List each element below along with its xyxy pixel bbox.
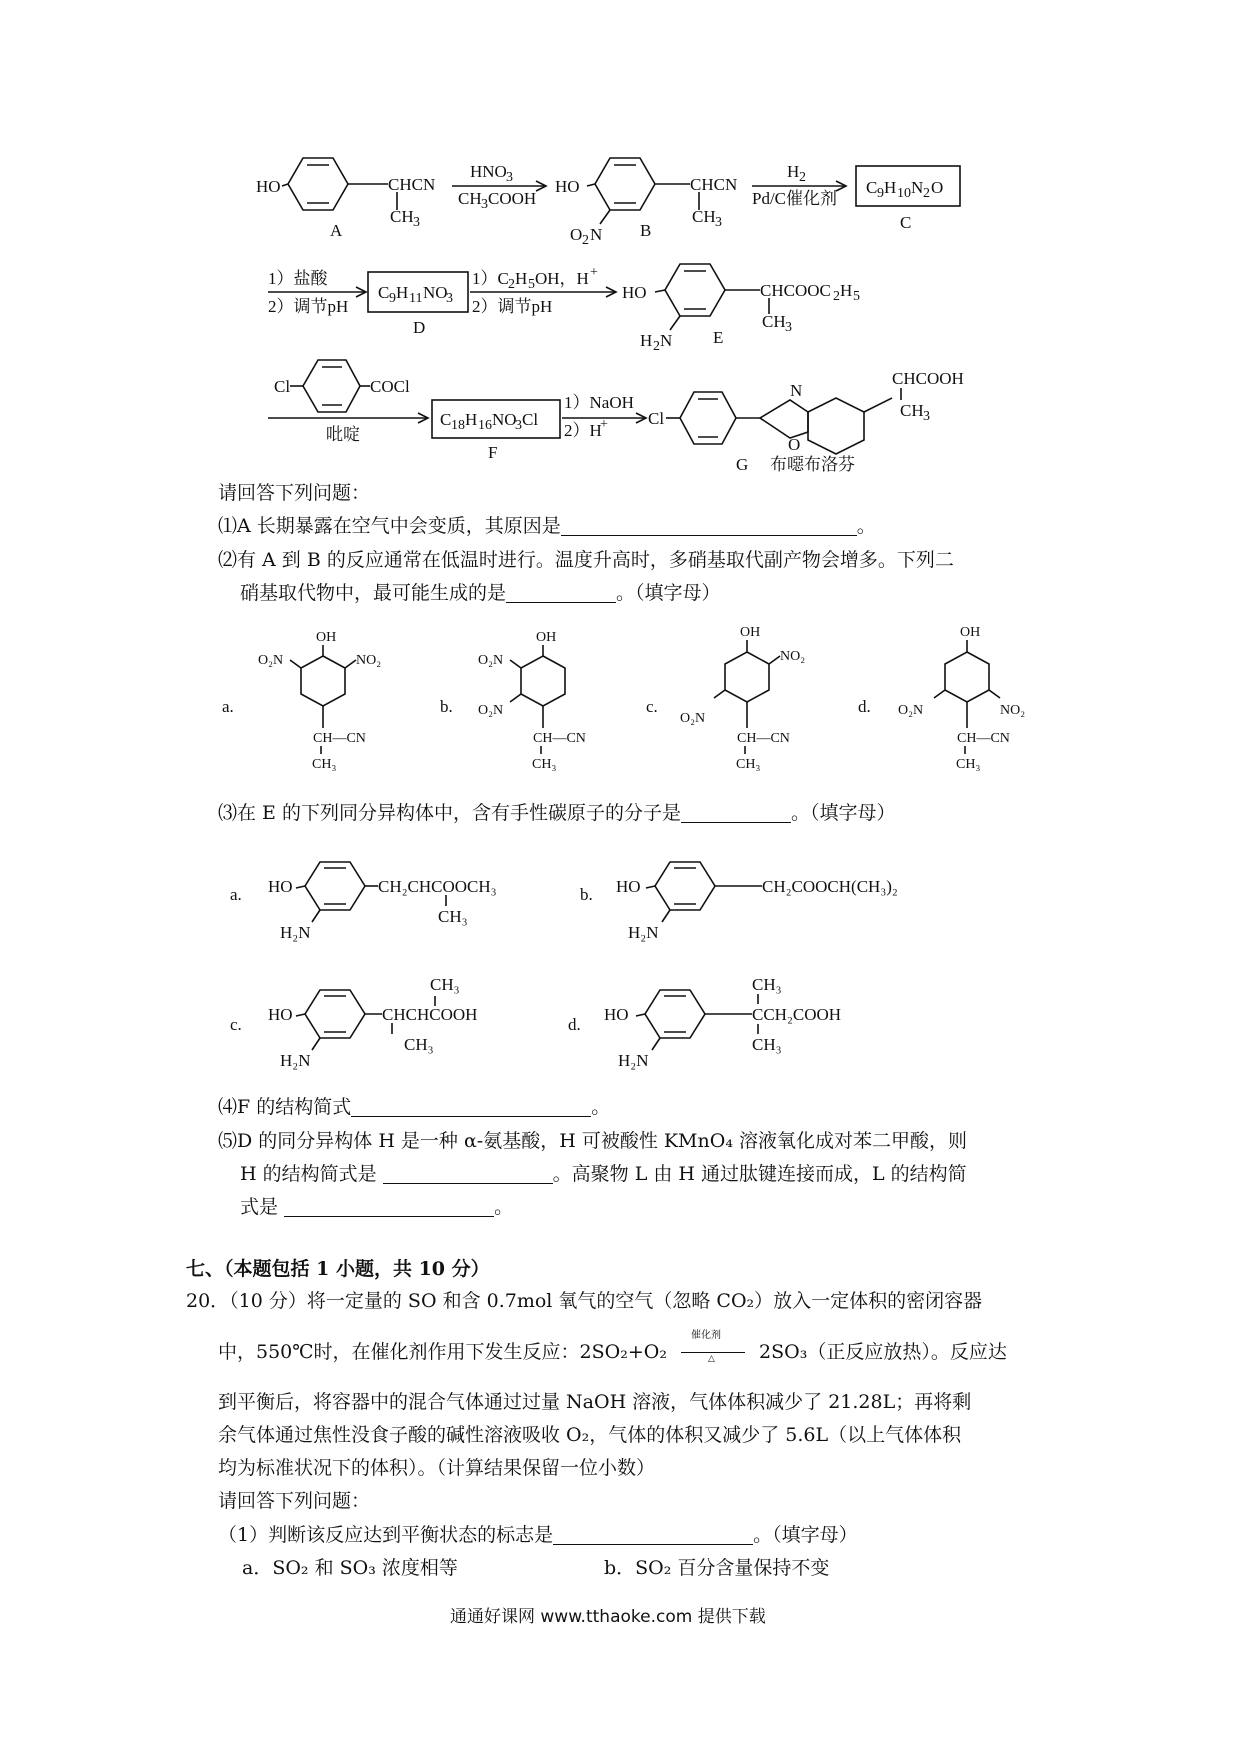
option-a: a．SO₂ 和 SO₃ 浓度相等 (242, 1557, 458, 1579)
answer-blank-5b[interactable] (284, 1198, 494, 1217)
svg-text:CH₃: CH₃ (956, 757, 981, 772)
svg-text:HO: HO (622, 283, 647, 302)
svg-text:CH: CH (458, 189, 482, 208)
svg-text:d.: d. (568, 1015, 581, 1034)
svg-text:COOH: COOH (488, 189, 537, 208)
svg-text:2）调节pH: 2）调节pH (472, 297, 553, 316)
answer-blank-1[interactable] (561, 517, 857, 536)
q3-option-b (616, 862, 898, 942)
section-7-heading: 七、（本题包括 1 小题，共 10 分） (186, 1258, 490, 1280)
svg-text:1）C: 1）C (472, 269, 509, 288)
svg-text:HO: HO (616, 877, 641, 896)
answer-blank-20-1[interactable] (553, 1526, 753, 1545)
svg-text:5: 5 (853, 289, 860, 304)
svg-text:2: 2 (833, 289, 840, 304)
svg-text:NO₂: NO₂ (356, 653, 382, 668)
svg-text:3: 3 (506, 170, 513, 185)
svg-text:OH: OH (536, 630, 557, 645)
svg-text:2: 2 (653, 339, 660, 354)
svg-text:NO: NO (492, 410, 517, 429)
svg-text:3: 3 (481, 197, 488, 212)
svg-text:H: H (884, 178, 897, 197)
svg-text:OH，H: OH，H (535, 269, 589, 288)
svg-text:HO: HO (555, 177, 580, 196)
label-B: B (640, 221, 652, 240)
problem-20-line4: 余气体通过焦性没食子酸的碱性溶液吸收 O₂，气体的体积又减少了 5.6L（以上气体体积 (218, 1424, 962, 1446)
svg-text:Cl: Cl (274, 377, 291, 396)
q3-structures (0, 840, 1240, 1070)
label-D: D (413, 318, 426, 337)
label-F: F (488, 443, 498, 462)
svg-text:CHCOOH: CHCOOH (892, 369, 964, 388)
svg-text:+: + (590, 265, 598, 280)
svg-text:H₂N: H₂N (280, 1051, 311, 1070)
svg-text:a.: a. (230, 885, 242, 904)
svg-text:CH: CH (390, 207, 414, 226)
question-1: ⑴A 长期暴露在空气中会变质，其原因是 。 (218, 515, 876, 537)
svg-text:OH: OH (740, 625, 761, 640)
svg-text:CH₃: CH₃ (438, 907, 468, 926)
svg-text:3: 3 (923, 409, 930, 424)
svg-text:CH₂COOCH(CH₃)₂: CH₂COOCH(CH₃)₂ (762, 877, 898, 896)
svg-text:b.: b. (440, 697, 453, 716)
svg-text:2: 2 (582, 233, 589, 248)
svg-text:H: H (465, 410, 478, 429)
compound-E (622, 264, 860, 354)
p-chlorobenzoyl-chloride (274, 360, 410, 412)
svg-text:O₂N: O₂N (478, 653, 504, 668)
problem-20-q1: （1）判断该反应达到平衡状态的标志是 。（填字母） (218, 1524, 858, 1546)
label-E: E (713, 328, 724, 347)
svg-text:C: C (866, 178, 878, 197)
svg-text:b.: b. (580, 885, 593, 904)
svg-text:CH₃: CH₃ (404, 1035, 434, 1054)
q2-option-d (898, 625, 1025, 772)
svg-text:CH₃: CH₃ (752, 975, 782, 994)
svg-text:1）NaOH: 1）NaOH (564, 393, 634, 412)
answer-blank-4[interactable] (351, 1098, 591, 1117)
svg-text:Pd/C催化剂: Pd/C催化剂 (752, 189, 838, 208)
svg-text:O₂N: O₂N (898, 703, 924, 718)
svg-text:c.: c. (230, 1015, 242, 1034)
question-3: ⑶在 E 的下列同分异构体中，含有手性碳原子的分子是 。（填字母） (218, 802, 896, 824)
svg-text:N: N (590, 225, 603, 244)
svg-text:CHCOOC: CHCOOC (760, 281, 831, 300)
svg-text:+: + (600, 417, 608, 432)
svg-text:CH₃: CH₃ (312, 757, 337, 772)
svg-text:O: O (570, 225, 583, 244)
compound-B (555, 158, 737, 248)
q2-option-a (258, 630, 381, 772)
svg-text:O₂N: O₂N (258, 653, 284, 668)
svg-text:NO₂: NO₂ (1000, 703, 1026, 718)
svg-text:HO: HO (604, 1005, 629, 1024)
question-2-line1: ⑵有 A 到 B 的反应通常在低温时进行。温度升高时，多硝基取代副产物会增多。下列二 (218, 549, 954, 571)
synthesis-scheme (0, 0, 1240, 480)
problem-20-line2: 中，550℃时，在催化剂作用下发生反应：2SO₂+O₂ 催化剂 △ 2SO₃（正反应放热）。反应达 (218, 1330, 1007, 1364)
svg-text:2）调节pH: 2）调节pH (268, 297, 349, 316)
answer-blank-5a[interactable] (383, 1165, 553, 1184)
svg-text:3: 3 (515, 418, 522, 433)
answer-blank-3[interactable] (681, 804, 791, 823)
svg-text:OH: OH (960, 625, 981, 640)
svg-text:H: H (396, 283, 409, 302)
svg-text:2: 2 (508, 277, 515, 292)
question-5-line3: 式是 。 (240, 1196, 514, 1218)
svg-text:O₂N: O₂N (478, 703, 504, 718)
svg-text:2）H: 2）H (564, 421, 602, 440)
svg-text:16: 16 (478, 418, 492, 433)
questions-intro: 请回答下列问题： (218, 482, 371, 504)
svg-text:a.: a. (222, 697, 234, 716)
svg-text:CH—CN: CH—CN (533, 731, 586, 746)
svg-text:吡啶: 吡啶 (326, 425, 360, 444)
svg-text:H₂N: H₂N (280, 923, 311, 942)
svg-text:2: 2 (799, 170, 806, 185)
svg-text:H: H (515, 269, 528, 288)
q3-option-d (604, 975, 841, 1070)
svg-text:HO: HO (268, 1005, 293, 1024)
svg-text:CHCHCOOH: CHCHCOOH (382, 1005, 478, 1024)
svg-text:CH—CN: CH—CN (957, 731, 1010, 746)
svg-text:CHCN: CHCN (388, 175, 436, 194)
svg-text:CH₃: CH₃ (752, 1035, 782, 1054)
svg-text:COCl: COCl (370, 377, 410, 396)
label-A: A (330, 221, 343, 240)
svg-text:3: 3 (715, 215, 722, 230)
q3-option-c (268, 975, 477, 1070)
svg-text:2: 2 (923, 186, 930, 201)
svg-text:CCH₂COOH: CCH₂COOH (752, 1005, 842, 1024)
svg-text:N: N (660, 331, 673, 350)
svg-text:c.: c. (646, 697, 658, 716)
answer-blank-2[interactable] (506, 584, 616, 603)
svg-text:9: 9 (877, 186, 884, 201)
svg-text:9: 9 (389, 291, 396, 306)
svg-text:N: N (911, 178, 924, 197)
question-2-line2: 硝基取代物中，最可能生成的是 。（填字母） (240, 582, 721, 604)
svg-text:CH: CH (692, 207, 716, 226)
svg-text:C: C (440, 410, 452, 429)
question-4: ⑷F 的结构简式 。 (218, 1096, 611, 1118)
svg-text:HNO: HNO (470, 162, 507, 181)
svg-text:N: N (790, 381, 803, 400)
svg-text:NO: NO (423, 283, 448, 302)
label-C: C (900, 213, 912, 232)
compound-A (256, 158, 435, 240)
svg-text:CH₂CHCOOCH₃: CH₂CHCOOCH₃ (378, 877, 497, 896)
q2-option-b (478, 630, 586, 772)
compound-G (648, 369, 964, 474)
svg-text:3: 3 (785, 320, 792, 335)
svg-text:H₂N: H₂N (628, 923, 659, 942)
svg-text:H: H (640, 331, 653, 350)
svg-text:O: O (788, 435, 801, 454)
svg-text:O: O (931, 178, 944, 197)
svg-text:3: 3 (446, 291, 453, 306)
svg-text:H₂N: H₂N (618, 1051, 649, 1070)
q2-option-c (680, 625, 805, 772)
q3-option-a (268, 862, 497, 942)
reaction-arrow: 催化剂 △ (681, 1343, 745, 1363)
svg-text:H: H (787, 162, 800, 181)
section-7-intro: 请回答下列问题： (218, 1490, 371, 1512)
svg-text:NO₂: NO₂ (780, 649, 806, 664)
svg-text:CH—CN: CH—CN (313, 731, 366, 746)
svg-text:O₂N: O₂N (680, 711, 706, 726)
svg-text:C: C (378, 283, 390, 302)
svg-text:3: 3 (413, 215, 420, 230)
problem-20-line3: 到平衡后，将容器中的混合气体通过过量 NaOH 溶液，气体体积减少了 21.28L；再将剩 (218, 1391, 972, 1413)
option-b: b．SO₂ 百分含量保持不变 (604, 1557, 830, 1579)
q2-structures (0, 615, 1240, 795)
svg-text:Cl: Cl (522, 410, 539, 429)
svg-text:d.: d. (858, 697, 871, 716)
svg-text:10: 10 (897, 186, 911, 201)
svg-text:HO: HO (268, 877, 293, 896)
svg-text:CH: CH (900, 401, 924, 420)
svg-text:OH: OH (316, 630, 337, 645)
svg-text:CH—CN: CH—CN (737, 731, 790, 746)
svg-text:CH₃: CH₃ (532, 757, 557, 772)
svg-text:1）盐酸: 1）盐酸 (268, 269, 328, 288)
svg-text:11: 11 (409, 291, 423, 306)
footer-text: 通通好课网 www.tthaoke.com 提供下载 (450, 1607, 766, 1627)
svg-text:H: H (840, 281, 853, 300)
question-5-line1: ⑸D 的同分异构体 H 是一种 α-氨基酸，H 可被酸性 KMnO₄ 溶液氧化成对苯二甲酸，则 (218, 1130, 967, 1152)
svg-text:CH: CH (762, 312, 786, 331)
label-G: G (736, 455, 749, 474)
svg-text:HO: HO (256, 177, 281, 196)
G-name: 布噁布洛芬 (770, 455, 855, 474)
problem-20-line1: 20．（10 分）将一定量的 SO 和含 0.7mol 氧气的空气（忽略 CO₂）放入一定体积的密闭容器 (186, 1290, 983, 1312)
svg-text:5: 5 (528, 277, 535, 292)
problem-20-line5: 均为标准状况下的体积）。（计算结果保留一位小数） (218, 1457, 656, 1479)
svg-text:Cl: Cl (648, 409, 665, 428)
svg-text:18: 18 (451, 418, 465, 433)
svg-text:CHCN: CHCN (690, 175, 738, 194)
svg-text:CH₃: CH₃ (736, 757, 761, 772)
question-5-line2: H 的结构简式是 。高聚物 L 由 H 通过肽键连接而成，L 的结构简 (240, 1163, 967, 1185)
svg-text:CH₃: CH₃ (430, 975, 460, 994)
